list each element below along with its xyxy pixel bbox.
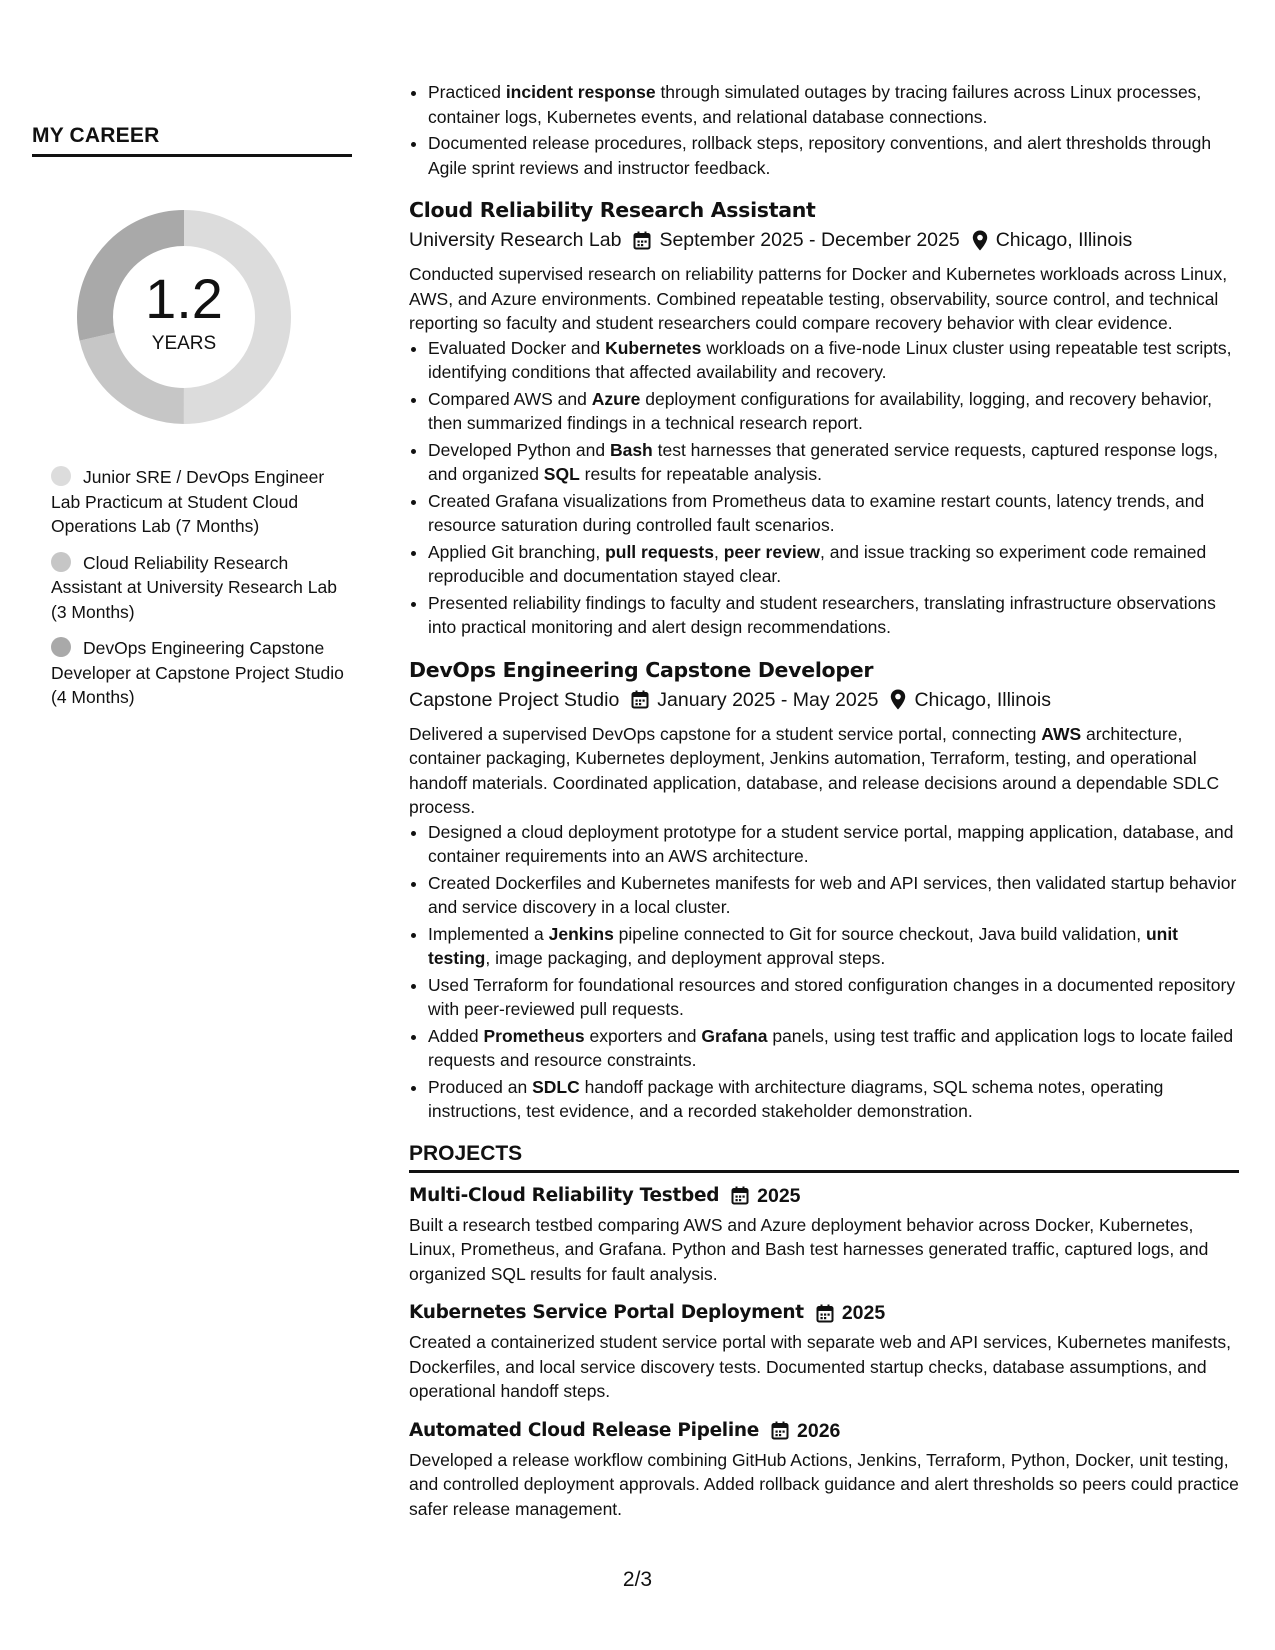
bullet-item [428,131,1239,180]
previous-job-bullets [409,80,1239,180]
career-sidebar [32,124,352,722]
bold-keyword: peer review [723,541,821,562]
text-run: Designed a cloud deployment prototype for a student service portal, mapping application, database, and container requirements into an AWS architecture. [428,821,1234,866]
text-run: test harnesses that generated service requests, captured response logs, and organized [428,439,1218,484]
bullet-item [428,1024,1239,1073]
bullet-item [428,871,1239,920]
job-meta [409,226,1239,254]
job-list [409,196,1239,1124]
bold-keyword: pull requests [605,541,714,562]
text-run: Practiced [428,82,506,102]
text-run: Implemented a [428,923,549,944]
project-entry [409,1183,1239,1287]
text-run: architecture, container packaging, Kubernetes deployment, Jenkins automation, Terraform, testing, and operational handoff materials. Coordinated application, database, and release decisions around a dependable SDLC process. [409,723,1220,817]
text-run: Presented reliability findings to faculty and student researchers, translating infrastructure observations into practical monitoring and alert design recommendations. [428,592,1216,637]
project-header [409,1183,1239,1209]
text-run: Conducted supervised research on reliability patterns for Docker and Kubernetes workloads across Linux, AWS, and Azure environments. Combined repeatable testing, observability, source control, and technical reporting so faculty and student researchers could compare recovery behavior with clear evidence. [409,264,1228,333]
text-run: Developed Python and [428,439,610,460]
project-description: Built a research testbed comparing AWS and Azure deployment behavior across Docker, Kubernetes, Linux, Prometheus, and Grafana. Python and Bash test harnesses generated traffic, captured logs, and organized SQL results for fault analysis. [409,1214,1209,1284]
text-run: deployment configurations for availability, logging, and recovery behavior, then summarized findings in a technical research report. [428,388,1213,433]
job-organization: University Research Lab [409,229,622,251]
job-dates: January 2025 - May 2025 [657,688,879,711]
text-run: handoff package with architecture diagrams, SQL schema notes, operating instructions, test evidence, and a recorded stakeholder demonstration. [428,1076,1164,1121]
project-title: Multi-Cloud Reliability Testbed [409,1184,720,1206]
bullet-item [428,489,1239,538]
career-years-value: 1.2 [145,267,223,330]
projects-title-rule [409,1170,1239,1173]
text-run: Evaluated Docker and [428,337,606,358]
career-years-unit: YEARS [151,333,217,354]
bold-keyword: Grafana [701,1025,768,1046]
project-title: Automated Cloud Release Pipeline [409,1419,760,1441]
job-entry [409,656,1239,1124]
bold-keyword: Prometheus [483,1025,585,1046]
text-run: Compared AWS and [428,388,592,409]
bullet-item [428,591,1239,640]
career-title-rule [32,154,352,157]
project-header [409,1418,1239,1444]
legend-dot-icon [51,637,71,657]
career-section-title: MY CAREER [32,124,160,147]
legend-dot-icon [51,552,71,572]
project-header [409,1300,1239,1326]
project-year: 2026 [797,1419,841,1442]
bold-keyword: SQL [543,464,580,484]
text-run: Documented release procedures, rollback steps, repository conventions, and alert thresholds through Agile sprint reviews and instructor feedback. [428,133,1212,178]
project-description: Developed a release workflow combining GitHub Actions, Jenkins, Terraform, Python, Docker, unit testing, and controlled deployment approvals. Added rollback guidance and alert thresholds so peers could practice safer release management. [409,1449,1239,1519]
text-run: Created Dockerfiles and Kubernetes manifests for web and API services, then validated startup behavior and service discovery in a local cluster. [428,872,1237,917]
project-entry [409,1300,1239,1404]
job-organization: Capstone Project Studio [409,688,620,711]
bold-keyword: Kubernetes [605,337,702,358]
career-legend-label: DevOps Engineering Capstone Developer at Capstone Project Studio (4 Months) [51,638,344,707]
bullet-item [428,922,1239,971]
calendar-icon [631,690,649,709]
text-run: Delivered a supervised DevOps capstone for a student service portal, connecting [409,723,1042,744]
career-legend-item [51,551,352,625]
job-meta [409,686,1239,714]
projects-section-title: PROJECTS [409,1141,523,1165]
job-title: DevOps Engineering Capstone Developer [409,657,874,682]
bullet-item [428,336,1239,385]
text-run: results for repeatable analysis. [579,464,822,484]
text-run: Produced an [428,1076,533,1097]
text-run: panels, using test traffic and application logs to locate failed requests and resource constraints. [428,1025,1234,1070]
text-run: Added [428,1025,484,1046]
career-legend-label: Cloud Reliability Research Assistant at University Research Lab (3 Months) [51,552,337,622]
calendar-icon [633,231,651,250]
project-title: Kubernetes Service Portal Deployment [409,1302,804,1323]
bold-keyword: unit testing [428,923,1179,968]
text-run: , image packaging, and deployment approval steps. [485,948,886,968]
job-location: Chicago, Illinois [995,229,1133,251]
project-year: 2025 [841,1302,886,1324]
bold-keyword: AWS [1041,723,1082,744]
projects-section [409,1142,1239,1522]
location-pin-icon [890,689,906,710]
text-run: , and issue tracking so experiment code remained reproducible and documentation stayed clear. [428,541,1207,586]
job-description [409,722,1239,820]
donut-center [66,199,302,435]
project-entry [409,1418,1239,1522]
bold-keyword: SDLC [532,1076,580,1097]
job-description [409,262,1239,336]
job-title: Cloud Reliability Research Assistant [409,198,816,222]
career-legend-item [51,465,352,539]
project-list [409,1183,1239,1522]
text-run: Created Grafana visualizations from Prometheus data to examine restart counts, latency trends, and resource saturation during controlled fault scenarios. [428,490,1205,535]
main-column [409,80,1239,1521]
career-legend-item [51,636,352,710]
bullet-item [428,1075,1239,1124]
legend-dot-icon [51,466,71,486]
calendar-icon [731,1186,749,1205]
bold-keyword: Jenkins [548,923,614,944]
job-bullets [409,336,1239,640]
career-legend [51,465,352,710]
job-bullets [409,820,1239,1124]
text-run: through simulated outages by tracing failures across Linux processes, container logs, Kubernetes events, and relational database connections. [428,82,1202,127]
bold-keyword: Azure [591,388,641,409]
text-run: , [713,541,724,562]
bullet-item [428,438,1239,487]
text-run: pipeline connected to Git for source checkout, Java build validation, [613,923,1146,944]
career-donut-chart [66,199,302,435]
calendar-icon [771,1421,789,1440]
job-entry [409,196,1239,640]
project-year: 2025 [757,1184,801,1207]
page-number: 2/3 [622,1568,653,1591]
bullet-item [428,540,1239,589]
bullet-item [428,973,1239,1022]
bold-keyword: incident response [505,82,656,102]
text-run: exporters and [584,1025,702,1046]
location-pin-icon [972,230,988,251]
job-dates: September 2025 - December 2025 [659,229,960,251]
text-run: workloads on a five-node Linux cluster using repeatable test scripts, identifying conditions that affected availability and recovery. [428,337,1232,382]
bullet-item [428,820,1239,869]
project-description: Created a containerized student service portal with separate web and API services, Kubernetes manifests, Dockerfiles, and local service discovery tests. Documented startup checks, database assumptions, and operational handoff steps. [409,1332,1231,1401]
text-run: Applied Git branching, [428,541,606,562]
career-legend-label: Junior SRE / DevOps Engineer Lab Practicum at Student Cloud Operations Lab (7 Months) [51,467,325,536]
job-location: Chicago, Illinois [914,688,1052,711]
bullet-item [428,80,1239,129]
bullet-item [428,387,1239,436]
text-run: Used Terraform for foundational resources and stored configuration changes in a documented repository with peer-reviewed pull requests. [428,974,1236,1019]
calendar-icon [816,1304,834,1323]
bold-keyword: Bash [609,439,653,460]
